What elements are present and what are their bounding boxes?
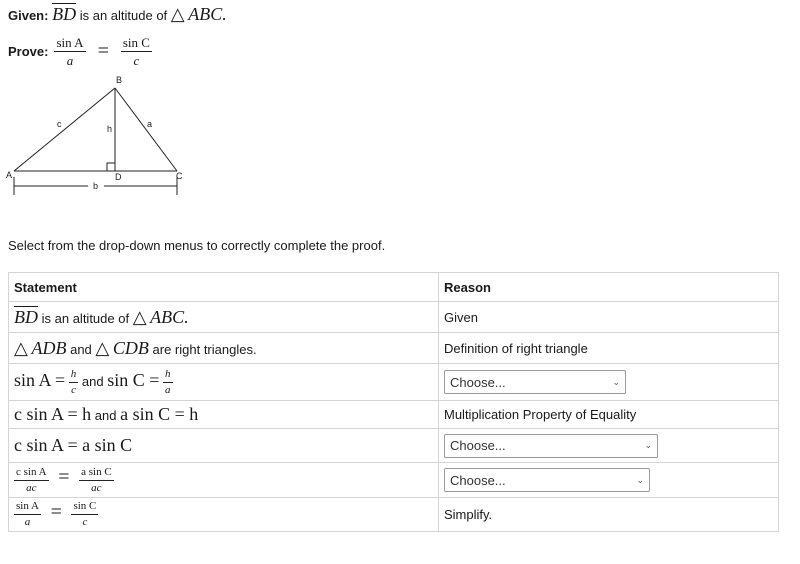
fraction-h-over-a: [163, 369, 173, 396]
reason-cell: Definition of right triangle: [439, 333, 779, 364]
equals-sign: =: [97, 40, 109, 62]
fraction-denominator: a: [66, 53, 74, 68]
fraction-denominator: a: [165, 383, 171, 396]
fraction-denominator: ac: [26, 481, 37, 494]
statement-triangle-adb: ADB: [31, 337, 67, 358]
header-row: [9, 273, 779, 302]
fraction-numerator: sin C: [122, 35, 150, 50]
prove-lhs-fraction: [54, 36, 85, 67]
statement-and: and: [81, 373, 104, 389]
fraction-h-over-c: [69, 369, 79, 396]
reason-dropdown-3[interactable]: [444, 468, 650, 492]
triangle-symbol: △: [170, 4, 185, 25]
triangle-symbol: △: [95, 337, 110, 359]
statement-triangle: ABC.: [150, 306, 189, 327]
statement-text: is an altitude of: [41, 310, 130, 326]
reason-dropdown-1[interactable]: [444, 370, 626, 394]
statement-header: Statement: [9, 273, 439, 302]
label-base-b: b: [93, 181, 99, 191]
statement-sin-c: sin C =: [107, 369, 160, 390]
side-c-line: [14, 88, 115, 171]
prove-label: Prove:: [8, 44, 49, 59]
statement-c-sin-a: c sin A = h: [14, 404, 92, 424]
dropdown-value: Choose...: [450, 438, 506, 453]
statement-cell: [9, 333, 439, 364]
side-a-line: [115, 88, 177, 171]
label-vertex-c: C: [176, 171, 183, 181]
dropdown-value: Choose...: [450, 472, 506, 488]
chevron-down-icon: ⌄: [636, 474, 644, 485]
table-row: [9, 498, 779, 532]
label-side-c: c: [57, 119, 62, 129]
label-side-a: a: [147, 119, 153, 129]
fraction-sin-a-over-a: [14, 501, 41, 528]
table-row: [9, 401, 779, 429]
prove-line: [8, 36, 152, 67]
given-text: is an altitude of: [79, 8, 168, 23]
fraction-numerator: h: [163, 369, 173, 383]
triangle-diagram: [0, 68, 200, 198]
fraction-numerator: sin A: [56, 35, 84, 50]
fraction-denominator: c: [82, 516, 88, 529]
fraction-denominator: ac: [91, 481, 102, 494]
equals-sign: =: [50, 500, 62, 523]
fraction-a-sin-c-over-ac: [79, 467, 114, 494]
statement-equation: c sin A = a sin C: [14, 435, 133, 455]
chevron-down-icon: ⌄: [612, 376, 620, 387]
fraction-numerator: a sin C: [79, 467, 114, 481]
table-row: [9, 463, 779, 498]
table-row: [9, 429, 779, 463]
segment-bd: $\overline{BD}$: [14, 306, 38, 327]
reason-cell: [439, 429, 779, 463]
statement-cell: [9, 401, 439, 429]
equals-sign: =: [58, 466, 70, 489]
statement-text: are right triangles.: [152, 341, 257, 357]
statement-and: and: [94, 408, 117, 423]
statement-a-sin-c: a sin C = h: [120, 404, 199, 424]
label-vertex-b: B: [116, 75, 123, 85]
given-line: [8, 4, 227, 25]
segment-bd: $\overline{BD}$: [52, 4, 77, 24]
fraction-numerator: c sin A: [14, 467, 49, 481]
statement-triangle-cdb: CDB: [112, 337, 149, 358]
triangle-symbol: △: [132, 306, 147, 328]
reason-cell: [439, 463, 779, 498]
fraction-denominator: a: [24, 516, 31, 529]
table-row: [9, 364, 779, 401]
fraction-sin-c-over-c: [71, 501, 98, 528]
fraction-numerator: h: [69, 369, 79, 383]
statement-cell: [9, 498, 439, 532]
reason-cell: Given: [439, 302, 779, 333]
triangle-symbol: △: [14, 337, 28, 359]
fraction-numerator: sin C: [71, 501, 98, 515]
instructions-text: Select from the drop-down menus to correctly complete the proof.: [8, 238, 386, 253]
statement-cell: [9, 364, 439, 401]
given-triangle: ABC.: [188, 4, 227, 24]
reason-header: Reason: [439, 273, 779, 302]
reason-cell: [439, 364, 779, 401]
reason-dropdown-2[interactable]: [444, 434, 658, 458]
statement-and: and: [70, 341, 92, 357]
chevron-down-icon: ⌄: [644, 440, 652, 450]
statement-sin-a: sin A =: [14, 369, 66, 390]
fraction-denominator: c: [133, 53, 140, 68]
given-label: Given:: [8, 8, 49, 23]
table-row: [9, 333, 779, 364]
dropdown-value: Choose...: [450, 374, 506, 390]
label-foot-d: D: [115, 172, 122, 182]
reason-cell: Simplify.: [439, 498, 779, 532]
statement-cell: [9, 302, 439, 333]
fraction-numerator: sin A: [14, 501, 41, 515]
statement-cell: [9, 463, 439, 498]
label-height-h: h: [107, 124, 113, 134]
label-vertex-a: A: [6, 170, 13, 180]
fraction-denominator: c: [71, 383, 76, 396]
table-row: [9, 302, 779, 333]
right-angle-mark: [107, 163, 115, 171]
statement-cell: [9, 429, 439, 463]
fraction-c-sin-a-over-ac: [14, 467, 49, 494]
prove-rhs-fraction: [121, 36, 152, 67]
proof-table: [8, 272, 779, 532]
reason-cell: Multiplication Property of Equality: [439, 401, 779, 429]
